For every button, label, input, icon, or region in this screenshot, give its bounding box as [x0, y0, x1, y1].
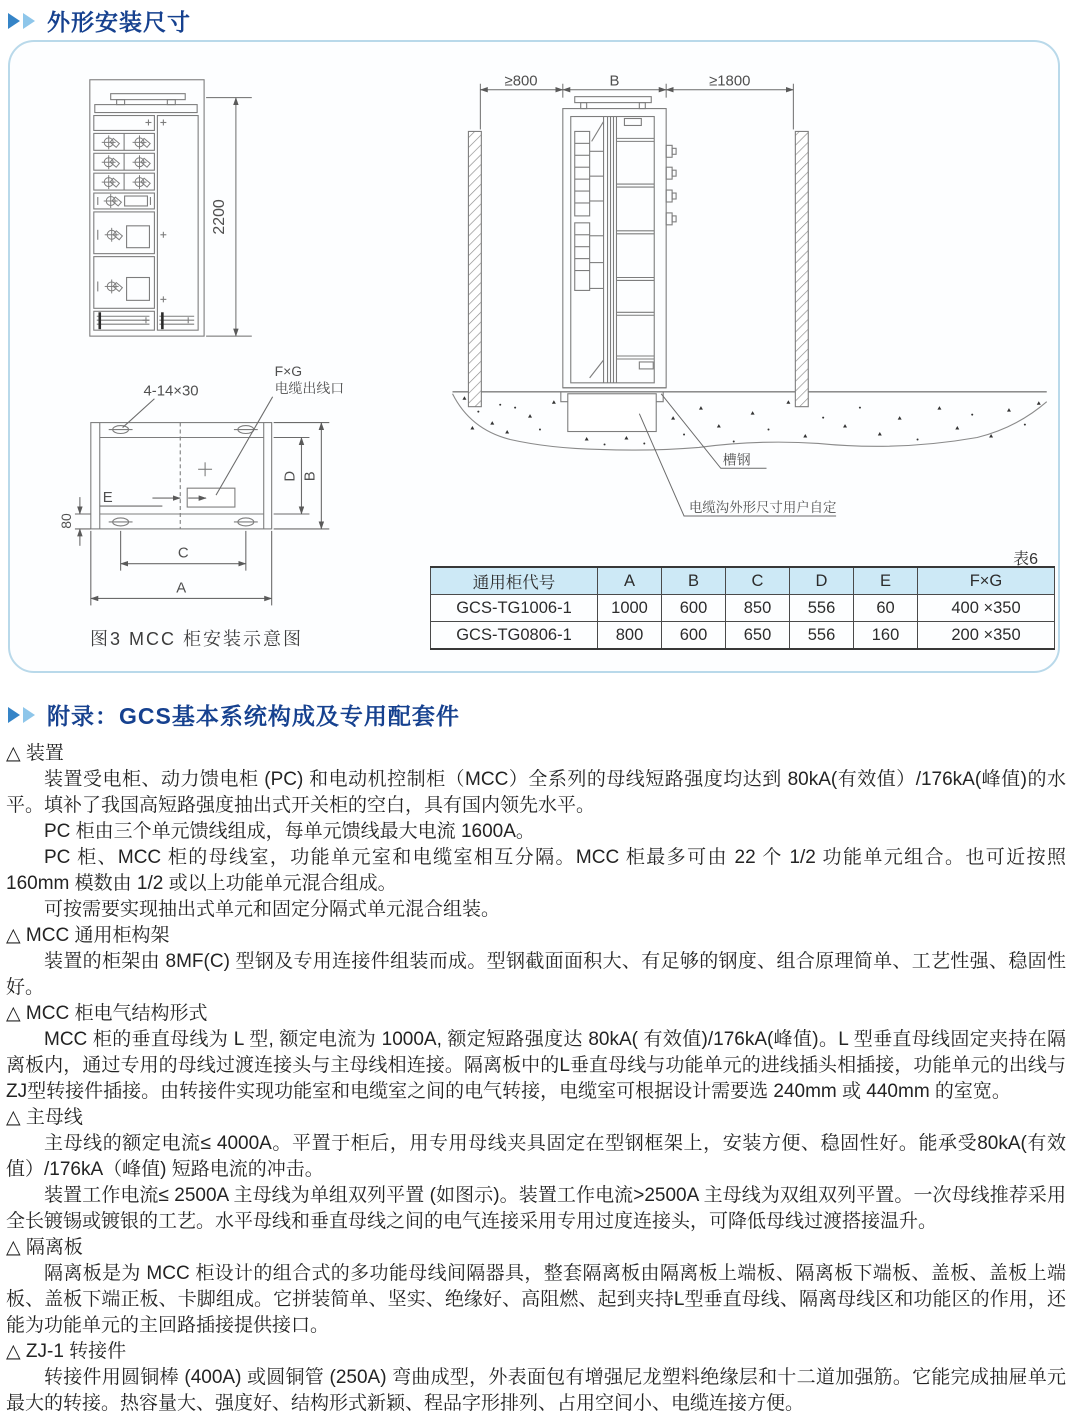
appendix-paragraph: PC 柜、MCC 柜的母线室，功能单元室和电缆室相互分隔。MCC 柜最多可由 22 个 1/2 功能单元组合。也可近按照 160mm 模数由 1/2 或以上功能单元混合组成。 [6, 847, 1066, 894]
double-arrow-icon [8, 707, 20, 723]
table-row [431, 622, 1055, 650]
section-header-dimensions [8, 4, 191, 37]
cell-c: 650 [726, 622, 790, 650]
plan-outlet-label-fxg: F×G [274, 362, 303, 379]
appendix-paragraph: 可按需要实现抽出式单元和固定分隔式单元混合组装。 [44, 899, 501, 920]
appendix-heading: △ ZJ-1 转接件 [6, 1341, 127, 1362]
right-wall-hatch [795, 131, 808, 406]
cabinet-front-view [90, 80, 252, 336]
concrete-speckles [462, 396, 1040, 445]
side-dim-center: B [609, 73, 620, 90]
cell-c: 850 [726, 595, 790, 622]
col-header: C [726, 567, 790, 595]
plan-dim-e: E [102, 490, 113, 507]
plan-dim-b: B [302, 471, 319, 482]
appendix-paragraph: 装置工作电流≤ 2500A 主母线为单组双列平置 (如图示)。装置工作电流>2500A 主母线为双组双列平置。一次母线推荐采用全长镀锡或镀银的工艺。水平母线和垂直母线之间的电气连接采用专用过度连接头，可降低母线过渡搭接温升。 [6, 1185, 1066, 1232]
plan-dim-d: D [282, 470, 299, 482]
cell-a: 800 [598, 622, 662, 650]
section-header-appendix [8, 698, 460, 731]
page-title: 外形安装尺寸 [47, 9, 191, 35]
appendix-body [6, 741, 1066, 1417]
appendix-heading: △ 主母线 [6, 1107, 83, 1128]
col-header: B [662, 567, 726, 595]
figure3-caption: 图3 MCC 柜安装示意图 [90, 629, 304, 649]
appendix-paragraph: 装置受电柜、动力馈电柜 (PC) 和电动机控制柜（MCC）全系列的母线短路强度均达到 80kA(有效值）/176kA(峰值)的水平。填补了我国高短路强度抽出式开关柜的空白，具有国内领先水平。 [6, 769, 1066, 816]
double-arrow-icon [23, 707, 35, 723]
cell-model: GCS-TG1006-1 [431, 595, 598, 622]
cell-e: 160 [854, 622, 918, 650]
plan-dim-a: A [176, 580, 187, 597]
figure-panel [8, 40, 1060, 673]
appendix-heading: △ MCC 柜电气结构形式 [6, 1003, 208, 1024]
col-header: 通用柜代号 [431, 567, 598, 595]
spec-table [430, 566, 1055, 650]
double-arrow-icon [8, 13, 20, 29]
cell-b: 600 [662, 622, 726, 650]
spec-table-wrap [430, 566, 1055, 650]
appendix-heading: △ MCC 通用柜构架 [6, 925, 170, 946]
appendix-heading: △ 装置 [6, 743, 64, 764]
col-header: E [854, 567, 918, 595]
appendix-paragraph: 隔离板是为 MCC 柜设计的组合式的多功能母线间隔器具，整套隔离板由隔离板上端板、隔离板下端板、盖板、盖板上端板、盖板下端正板、卡脚组成。它拼装简单、坚实、绝缘好、高阻燃、起到夹持L型垂直母线、隔离母线区和功能区的作用，还能为功能单元的主回路插接提供接口。 [6, 1263, 1066, 1336]
cabinet-side-view [453, 74, 1047, 516]
plan-hole-note: 4-14×30 [143, 383, 199, 400]
appendix-heading: △ 隔离板 [6, 1237, 83, 1258]
appendix-paragraph: 主母线的额定电流≤ 4000A。平置于柜后，用专用母线夹具固定在型钢框架上，安装方便、稳固性好。能承受80kA(有效值）/176kA（峰值) 短路电流的冲击。 [6, 1133, 1066, 1180]
col-header: D [790, 567, 854, 595]
col-header: F×G [918, 567, 1055, 595]
cell-a: 1000 [598, 595, 662, 622]
side-dim-right: ≥1800 [709, 73, 751, 90]
appendix-title: 附录：GCS基本系统构成及专用配套件 [47, 703, 460, 729]
cell-e: 60 [854, 595, 918, 622]
cell-d: 556 [790, 622, 854, 650]
appendix-paragraph: 转接件用圆铜棒 (400A) 或圆铜管 (250A) 弯曲成型，外表面包有增强尼龙塑料绝缘层和十二道加强筋。它能完成抽屉单元最大的转接。热容量大、强度好、结构形式新颖、程品字形排列、占用空间小、电缆连接方便。 [6, 1367, 1066, 1414]
col-header: A [598, 567, 662, 595]
channel-steel-label: 槽钢 [722, 451, 751, 468]
cell-b: 600 [662, 595, 726, 622]
cell-model: GCS-TG0806-1 [431, 622, 598, 650]
double-arrow-icon [23, 13, 35, 29]
table-header-row [431, 567, 1055, 595]
left-wall-hatch [468, 131, 481, 406]
cell-fxg: 400 ×350 [918, 595, 1055, 622]
appendix-paragraph: 装置的柜架由 8MF(C) 型钢及专用连接件组装而成。型钢截面面积大、有足够的钢度、组合原理简单、工艺性强、稳固性好。 [6, 951, 1066, 998]
plan-outlet-label-text: 电缆出线口 [274, 379, 345, 396]
table-row [431, 595, 1055, 622]
side-dim-left: ≥800 [504, 73, 538, 90]
table6-tag: 表6 [1013, 551, 1038, 568]
cell-fxg: 200 ×350 [918, 622, 1055, 650]
front-height-dim-label: 2200 [210, 199, 228, 235]
plan-dim-80: 80 [57, 513, 74, 529]
appendix-paragraph: MCC 柜的垂直母线为 L 型, 额定电流为 1000A, 额定短路强度达 80kA( 有效值)/176kA(峰值)。L 型垂直母线固定夹持在隔离板内，通过专用的母线过渡连接头与主母线相连接。隔离板中的L垂直母线与功能单元的进线插头相插接，功能单元的出线与ZJ型转接件插接。由转接件实现功能室和电缆室之间的电气转接，电缆室可根据设计需要选 240mm 或 440mm 的室宽。 [6, 1029, 1066, 1102]
appendix-paragraph: PC 柜由三个单元馈线组成，每单元馈线最大电流 1600A。 [44, 821, 535, 842]
plan-dim-c: C [177, 545, 189, 562]
cable-trench-label: 电缆沟外形尺寸用户自定 [689, 500, 837, 516]
cabinet-plan-view [58, 363, 344, 606]
cell-d: 556 [790, 595, 854, 622]
